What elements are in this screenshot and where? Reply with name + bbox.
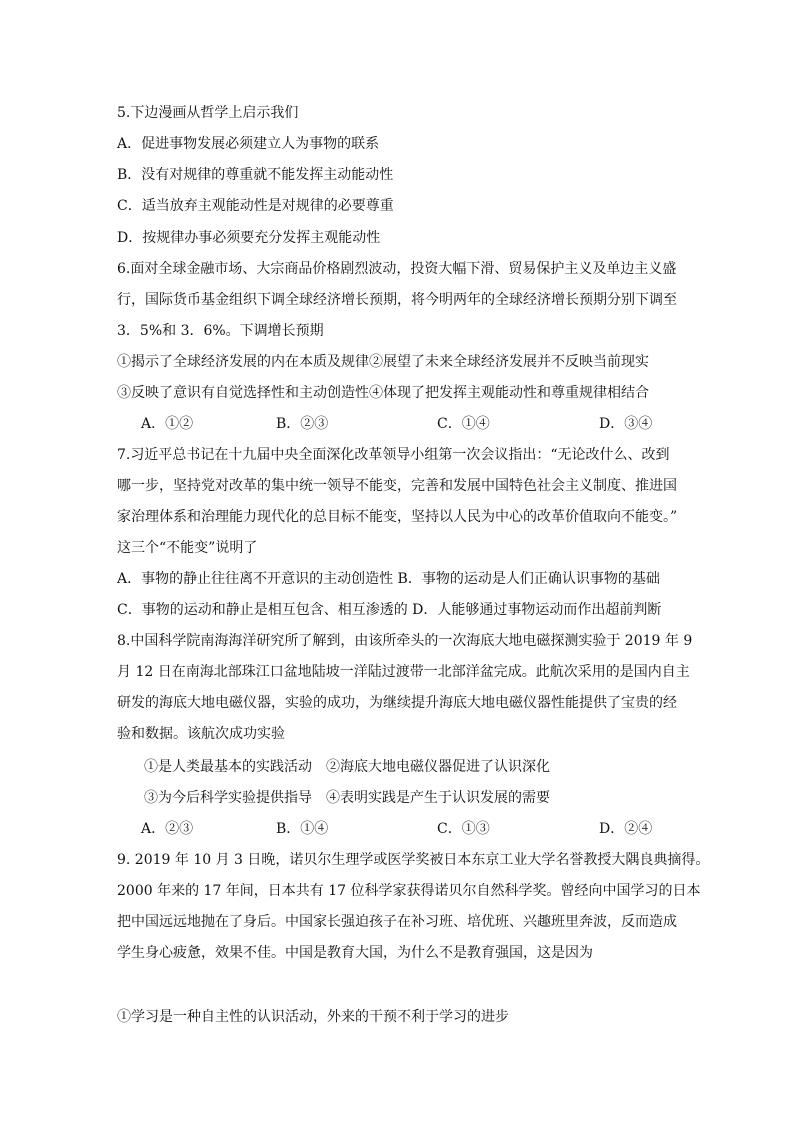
q6-choice-c: C．①④ [437,416,490,432]
q6-choice-b: B．②③ [276,416,329,432]
q9-stem-line-2: 2000 年来的 17 年间，日本共有 17 位科学家获得诺贝尔自然科学奖。曾经向中国学习的日本 [117,883,701,899]
q7-stem-line-4: 这三个“不能变”说明了 [117,540,258,556]
q9-stem-line-1: 9. 2019 年 10 月 3 日晚，诺贝尔生理学或医学奖被日本东京工业大学名誉教授大隅良典摘得。 [117,852,710,868]
q5-stem: 5.下边漫画从哲学上启示我们 [117,105,299,121]
q6-statements-1-2: ①揭示了全球经济发展的内在本质及规律②展望了未来全球经济发展并不反映当前现实 [117,354,649,370]
q8-statements-1-2: ①是人类最基本的实践活动 ②海底大地电磁仪器促进了认识深化 [144,759,550,775]
q9-statement-1: ①学习是一种自主性的认识活动，外来的干预不利于学习的进步 [117,1009,509,1025]
q6-stem-line-1: 6.面对全球金融市场、大宗商品价格剧烈波动，投资大幅下滑、贸易保护主义及单边主义盛 [117,261,677,277]
q6-choice-d: D．③④ [599,416,653,432]
q6-answer-choices [141,414,661,434]
q8-stem-line-4: 验和数据。该航次成功实验 [117,726,285,742]
q8-choice-d: D．②④ [599,821,653,837]
q5-option-c: C．适当放弃主观能动性是对规律的必要尊重 [117,198,394,214]
q8-stem-line-1: 8.中国科学院南海海洋研究所了解到，由该所牵头的一次海底大地电磁探测实验于 2019 年 9 [117,633,693,649]
q8-statements-3-4: ③为今后科学实验提供指导 ④表明实践是产生于认识发展的需要 [144,790,550,806]
q6-stem-line-2: 行，国际货币基金组织下调全球经济增长预期，将今明两年的全球经济增长预期分别下调至 [117,292,677,308]
q6-choice-a: A．①② [141,416,194,432]
q9-stem-line-3: 把中国远远地抛在了身后。中国家长强迫孩子在补习班、培优班、兴趣班里奔波，反而造成 [117,914,677,930]
q8-answer-choices [141,819,661,839]
q8-choice-a: A．②③ [141,821,194,837]
q7-options-c-d: C．事物的运动和静止是相互包含、相互渗透的 D．人能够通过事物运动而作出超前判断 [117,602,662,618]
q7-stem-line-1: 7.习近平总书记在十九届中央全面深化改革领导小组第一次会议指出：“无论改什么、改到 [117,447,670,463]
q8-stem-line-3: 研发的海底大地电磁仪器，实验的成功，为继续提升海底大地电磁仪器性能提供了宝贵的经 [117,695,677,711]
q6-stem-line-3: 3．5%和 3．6%。下调增长预期 [117,323,324,339]
q5-option-a: A．促进事物发展必须建立人为事物的联系 [117,136,380,152]
q7-options-a-b: A．事物的静止往往离不开意识的主动创造性 B．事物的运动是人们正确认识事物的基础 [117,571,660,587]
q8-stem-line-2: 月 12 日在南海北部珠江口盆地陆坡一洋陆过渡带一北部洋盆完成。此航次采用的是国内自主 [117,664,690,680]
q8-choice-c: C．①③ [437,821,490,837]
q5-option-b: B．没有对规律的尊重就不能发挥主动能动性 [117,167,394,183]
q8-choice-b: B．①④ [276,821,329,837]
q7-stem-line-2: 哪一步，坚持党对改革的集中统一领导不能变，完善和发展中国特色社会主义制度、推进国 [117,478,677,494]
q7-stem-line-3: 家治理体系和治理能力现代化的总目标不能变，坚持以人民为中心的改革价值取向不能变。” [117,509,678,525]
q5-option-d: D．按规律办事必须要充分发挥主观能动性 [117,230,381,246]
q9-stem-line-4: 学生身心疲惫，效果不佳。中国是教育大国，为什么不是教育强国，这是因为 [117,945,593,961]
q6-statements-3-4: ③反映了意识有自觉选择性和主动创造性④体现了把发挥主观能动性和尊重规律相结合 [117,385,649,401]
